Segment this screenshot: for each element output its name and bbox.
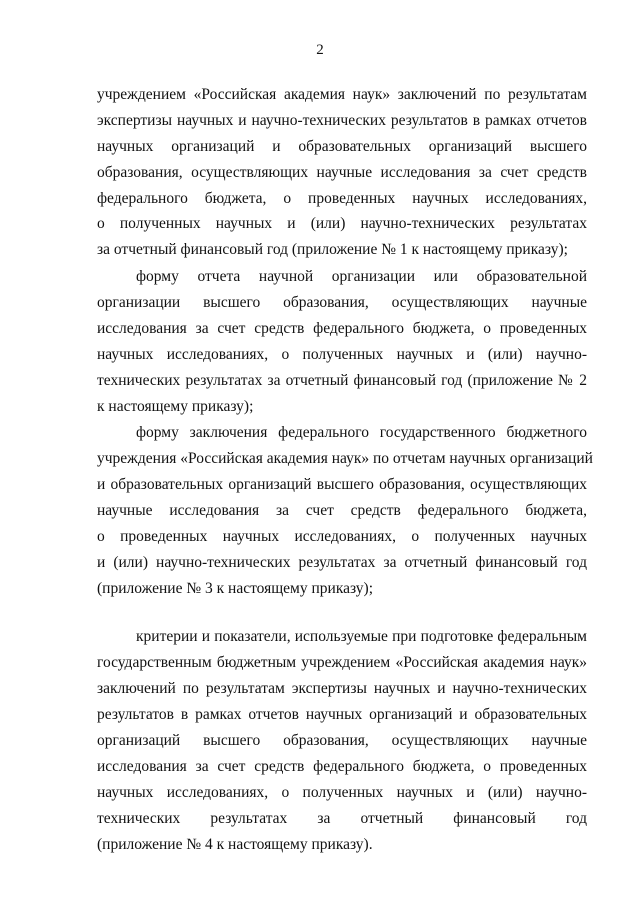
text-line: (приложение № 4 к настоящему приказу). [97,836,373,853]
text-line: результатов в рамках отчетов научных организаций и образовательных [97,706,587,723]
text-line: технических результатах за отчетный финансовый год (приложение № 2 [97,372,587,389]
text-line: учреждения «Российская академия наук» по отчетам научных организаций [97,450,593,467]
text-line: форму отчета научной организации или образовательной [136,268,587,285]
text-line: о полученных научных и (или) научно-технических результатах [97,215,587,232]
text-line: научных организаций и образовательных организаций высшего [97,138,587,155]
text-line: научные исследования за счет средств федерального бюджета, [97,502,587,519]
text-line: исследования за счет средств федерального бюджета, о проведенных [97,758,587,775]
text-line: исследования за счет средств федерального бюджета, о проведенных [97,320,587,337]
text-line: критерии и показатели, используемые при подготовке федеральным [136,628,587,645]
text-line: государственным бюджетным учреждением «Российская академия наук» [97,654,587,671]
text-line: экспертизы научных и научно-технических результатов в рамках отчетов [97,112,587,129]
text-line: к настоящему приказу); [97,398,254,415]
text-line: технических результатах за отчетный финансовый год [97,810,587,827]
text-line: научных исследованиях, о полученных научных и (или) научно- [97,346,587,363]
page-number: 2 [316,42,324,58]
text-line: федерального бюджета, о проведенных научных исследованиях, [97,190,587,207]
text-line: форму заключения федерального государственного бюджетного [136,424,587,441]
text-line: (приложение № 3 к настоящему приказу); [97,580,374,597]
text-line: и (или) научно-технических результатах за отчетный финансовый год [97,554,587,571]
text-line: научных исследованиях, о полученных научных и (или) научно- [97,784,587,801]
text-line: организации высшего образования, осуществляющих научные [97,294,587,311]
text-line: о проведенных научных исследованиях, о полученных научных [97,528,587,545]
text-line: и образовательных организаций высшего образования, осуществляющих [97,476,587,493]
text-line: образования, осуществляющих научные исследования за счет средств [97,164,587,181]
text-line: организаций высшего образования, осуществляющих научные [97,732,587,749]
text-line: заключений по результатам экспертизы научных и научно-технических [97,680,587,697]
text-line: за отчетный финансовый год (приложение № 1 к настоящему приказу); [97,241,568,258]
text-line: учреждением «Российская академия наук» заключений по результатам [97,86,587,103]
